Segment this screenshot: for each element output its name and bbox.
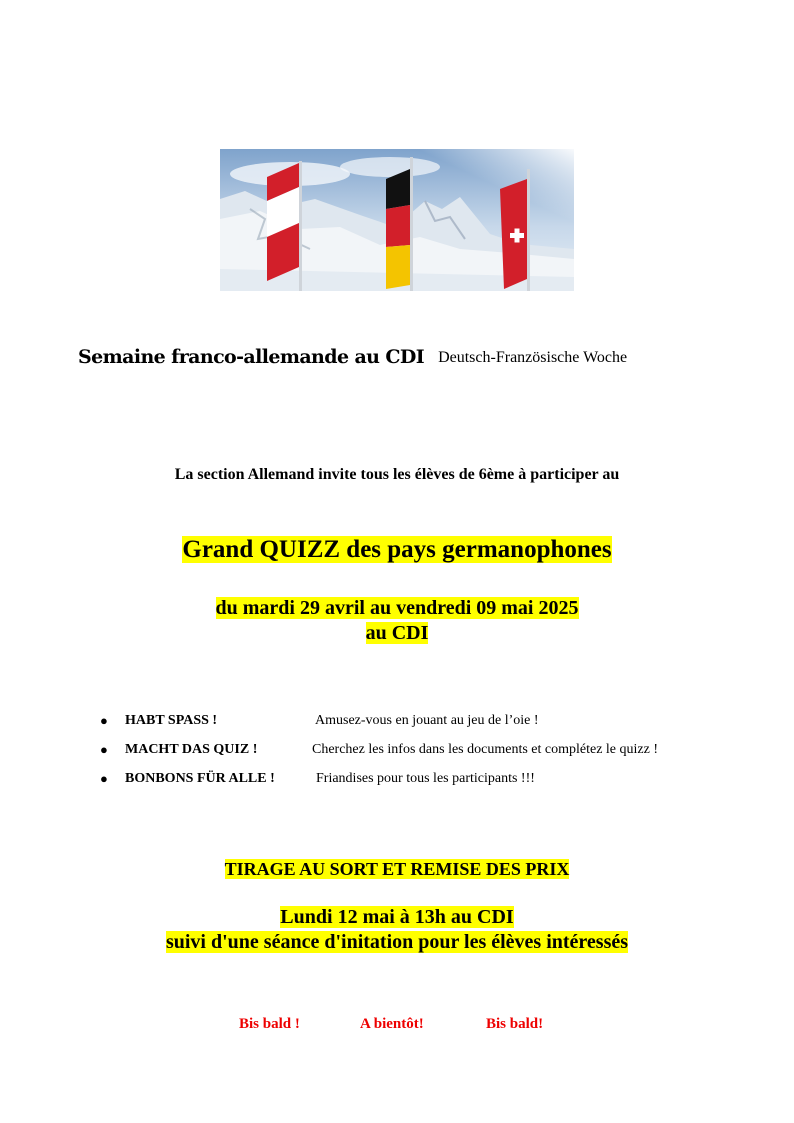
ceremony-info [0,905,794,955]
bullet-icon: ● [100,713,108,728]
farewell-german-1: Bis bald ! [239,1016,300,1032]
list-item-title: MACHT DAS QUIZ ! [125,742,258,757]
list-item-title: HABT SPASS ! [125,713,218,728]
farewell-german-2: Bis bald! [486,1016,544,1032]
farewell-french: A bientôt! [360,1016,424,1032]
bullet-icon: ● [100,771,108,786]
event-dates [0,596,794,646]
quiz-heading [0,534,794,566]
bullet-icon: ● [100,742,108,757]
draw-title: TIRAGE AU SORT ET REMISE DES PRIX [224,859,570,879]
list-item-text: Friandises pour tous les participants !!! [316,771,535,786]
title-subtitle: Deutsch-Französische Woche [438,349,628,366]
draw-heading [0,857,794,881]
page-title [78,346,627,368]
quiz-title: Grand QUIZZ des pays germanophones [182,536,612,563]
list-item-text: Amusez-vous en jouant au jeu de l’oie ! [315,713,539,728]
dates-line-1: du mardi 29 avril au vendredi 09 mai 2025 [215,597,579,619]
list-item-title: BONBONS FÜR ALLE ! [125,771,275,786]
ceremony-line-2: suivi d'une séance d'initation pour les élèves intéressés [165,931,629,953]
invitation-text: La section Allemand invite tous les élèves de 6ème à participer au [174,466,620,483]
title-main: Semaine franco-allemande au CDI [78,346,425,368]
dates-line-2: au CDI [365,622,429,644]
flags-illustration [220,149,574,291]
ceremony-line-1: Lundi 12 mai à 13h au CDI [280,906,514,928]
banner-image [220,149,574,291]
list-item-text: Cherchez les infos dans les documents et complétez le quizz ! [312,742,658,757]
